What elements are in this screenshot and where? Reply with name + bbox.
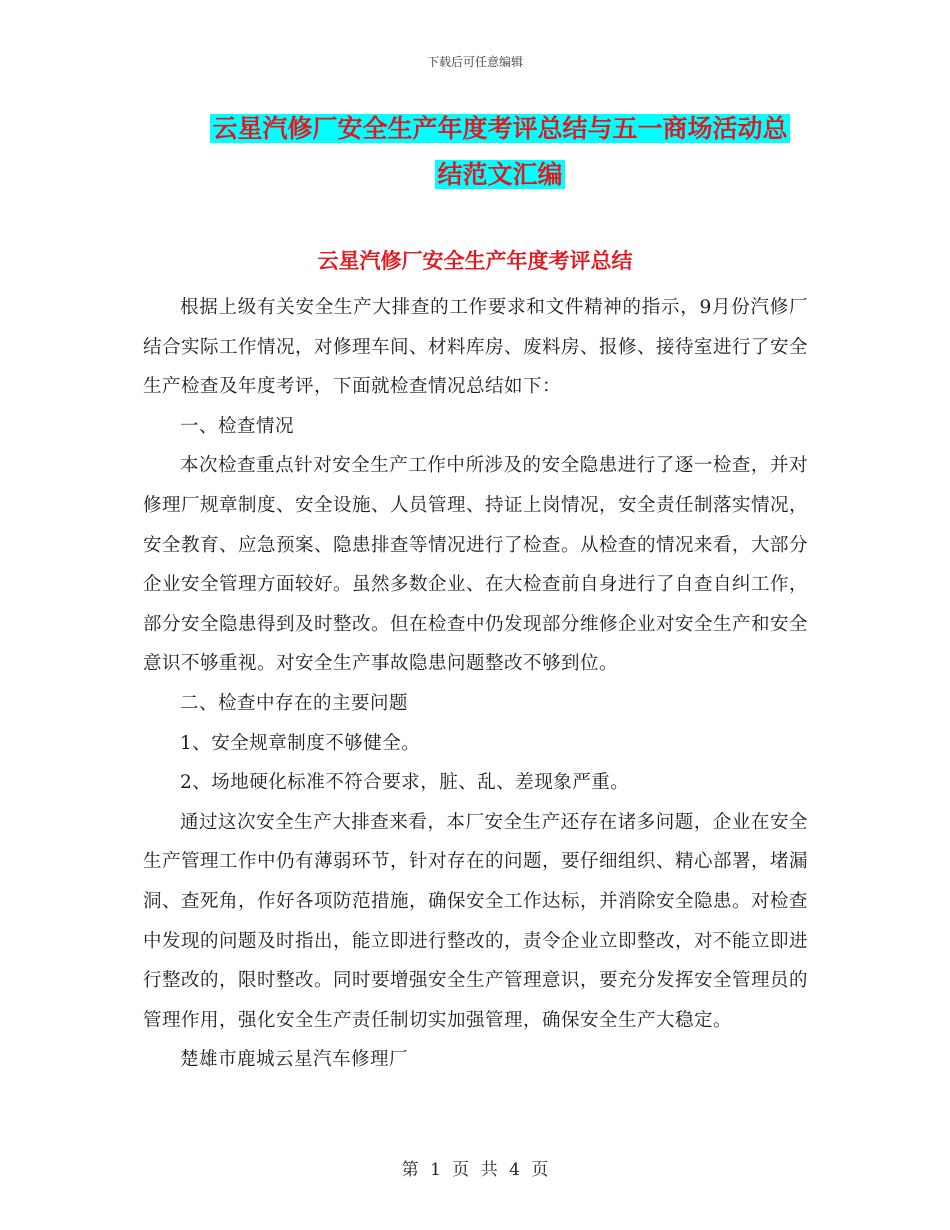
problem-item-2: 2、场地硬化标准不符合要求，脏、乱、差现象严重。 bbox=[180, 772, 630, 794]
page-number-footer: 第 1 页 共 4 页 bbox=[401, 1160, 549, 1180]
problem-item-1: 1、安全规章制度不够健全。 bbox=[180, 732, 421, 754]
heading-inspection-status: 一、检查情况 bbox=[180, 415, 295, 437]
heading-main-problems: 二、检查中存在的主要问题 bbox=[180, 692, 409, 714]
section-title: 云星汽修厂安全生产年度考评总结 bbox=[317, 249, 633, 273]
document-title-line-1: 云星汽修厂安全生产年度考评总结与五一商场活动总 bbox=[212, 114, 788, 143]
page-header-note: 下载后可任意编辑 bbox=[426, 55, 523, 69]
document-title bbox=[140, 106, 860, 198]
signature-organization: 楚雄市鹿城云星汽车修理厂 bbox=[180, 1049, 409, 1071]
document-body bbox=[143, 288, 808, 1080]
document-title-line-2: 结范文汇编 bbox=[437, 160, 563, 189]
paragraph-intro: 根据上级有关安全生产大排查的工作要求和文件精神的指示，9月份汽修厂结合实际工作情况，对修理车间、材料库房、废料房、报修、接待室进行了安全生产检查及年度考评，下面就检查情况总结如下： bbox=[143, 297, 809, 398]
paragraph-conclusion: 通过这次安全生产大排查来看，本厂安全生产还存在诸多问题，企业在安全生产管理工作中仍有薄弱环节，针对存在的问题，要仔细组织、精心部署，堵漏洞、查死角，作好各项防范措施，确保安全工作达标，并消除安全隐患。对检查中发现的问题及时指出，能立即进行整改的，责令企业立即整改，对不能立即进行整改的，限时整改。同时要增强安全生产管理意识，要充分发挥安全管理员的管理作用，强化安全生产责任制切实加强管理，确保安全生产大稳定。 bbox=[143, 811, 809, 1031]
paragraph-inspection-details: 本次检查重点针对安全生产工作中所涉及的安全隐患进行了逐一检查，并对修理厂规章制度、安全设施、人员管理、持证上岗情况，安全责任制落实情况，安全教育、应急预案、隐患排查等情况进行了检查。从检查的情况来看，大部分企业安全管理方面较好。虽然多数企业、在大检查前自身进行了自查自纠工作，部分安全隐患得到及时整改。但在检查中仍发现部分维修企业对安全生产和安全意识不够重视。对安全生产事故隐患问题整改不够到位。 bbox=[143, 455, 809, 675]
